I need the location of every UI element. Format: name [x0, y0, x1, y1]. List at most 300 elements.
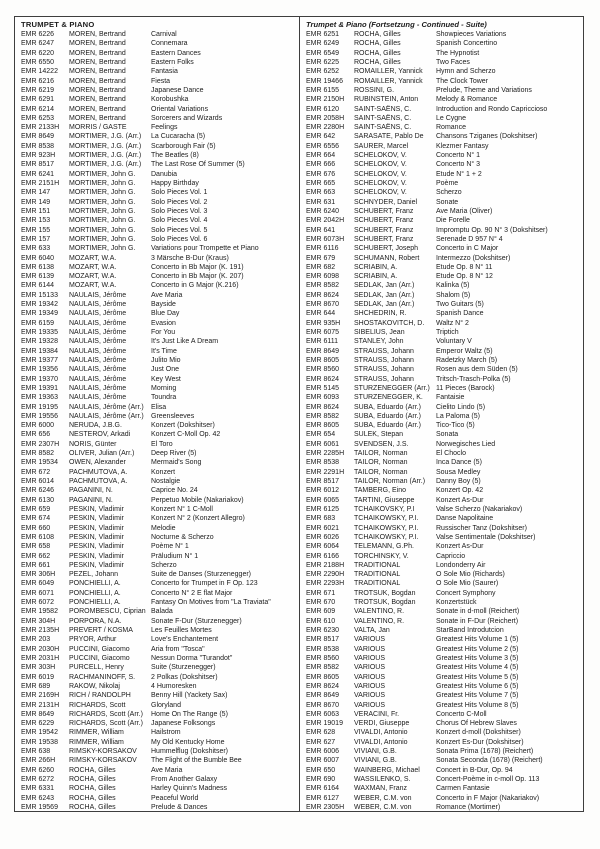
catalog-row	[15, 701, 300, 710]
piece-title: 2 Polkas (Dokshitser)	[151, 673, 218, 681]
composer-name: NAULAIS, Jérôme	[69, 356, 127, 364]
emr-number: EMR 6230	[306, 627, 340, 634]
piece-title: Inca Dance (5)	[436, 459, 482, 467]
piece-title: Balada	[151, 608, 173, 616]
piece-title: Danny Boy (5)	[436, 478, 481, 485]
emr-number: EMR 6249	[306, 40, 340, 48]
catalog-row	[15, 533, 300, 542]
catalog-row	[300, 328, 583, 337]
catalog-row	[15, 598, 300, 607]
emr-number: EMR 661	[21, 561, 51, 569]
piece-title: Carmen Fantasie	[436, 785, 490, 793]
composer-name: SUBA, Eduardo (Arr.)	[354, 403, 421, 411]
emr-number: EMR 8605	[306, 673, 340, 681]
piece-title: Valse Sentimentale (Dokshitser)	[436, 533, 536, 541]
piece-title: Toundra	[151, 394, 177, 402]
catalog-row	[300, 552, 583, 561]
catalog-row	[300, 254, 583, 263]
composer-name: SAINT-SAËNS, C.	[354, 114, 412, 122]
piece-title: Serenade D 957 N° 4	[436, 235, 503, 243]
catalog-row	[300, 598, 583, 607]
catalog-row	[300, 514, 583, 523]
piece-title: Romance (Mortimer)	[436, 803, 501, 811]
catalog-row	[15, 607, 300, 616]
composer-name: VERACINI, Fr.	[354, 710, 400, 718]
catalog-row	[15, 486, 300, 495]
emr-number: EMR 2290H	[306, 571, 345, 579]
piece-title: Concerto for Trumpet in F Op. 123	[151, 580, 258, 588]
piece-title: El Choclo	[436, 450, 466, 458]
piece-title: Home On The Range (5)	[151, 710, 228, 718]
catalog-row	[300, 440, 583, 449]
emr-number: EMR 6012	[306, 487, 340, 495]
piece-title: Deep River (5)	[151, 450, 197, 458]
emr-number: EMR 19019	[306, 720, 343, 728]
catalog-row	[300, 728, 583, 737]
composer-name: NAULAIS, Jérôme	[69, 375, 127, 383]
composer-name: MOZART, W.A.	[69, 254, 117, 262]
catalog-row	[15, 691, 300, 700]
emr-number: EMR 6252	[306, 68, 340, 76]
composer-name: PESKIN, Vladimir	[69, 543, 124, 551]
catalog-row	[300, 86, 583, 95]
emr-number: EMR 6240	[306, 207, 340, 215]
piece-title: Feelings	[151, 124, 178, 132]
emr-number: EMR 19328	[21, 338, 58, 346]
emr-number: EMR 6127	[306, 794, 340, 802]
emr-number: EMR 147	[21, 189, 51, 197]
catalog-row	[15, 458, 300, 467]
catalog-row	[15, 673, 300, 682]
composer-name: ROMAILLER, Yannick	[354, 68, 423, 76]
catalog-row	[15, 207, 300, 216]
catalog-row	[15, 67, 300, 76]
piece-title: The Clock Tower	[436, 77, 489, 85]
catalog-row	[300, 412, 583, 421]
composer-name: SEDLAK, Jan (Arr.)	[354, 291, 415, 299]
composer-name: ROCHA, Gilles	[354, 40, 401, 48]
emr-number: EMR 8605	[306, 356, 340, 364]
composer-name: PUCCINI, Giacomo	[69, 645, 130, 653]
piece-title: Konzert N° 1 C-Moll	[151, 505, 213, 513]
emr-number: EMR 2058H	[306, 114, 345, 122]
catalog-row	[15, 58, 300, 67]
left-column-rows	[15, 30, 300, 811]
catalog-row	[300, 226, 583, 235]
catalog-row	[15, 49, 300, 58]
catalog-row	[300, 561, 583, 570]
piece-title: Melodie	[151, 524, 176, 532]
composer-name: PEZEL, Johann	[69, 571, 119, 579]
piece-title: Bayside	[151, 301, 176, 309]
piece-title: Key West	[151, 375, 181, 383]
emr-number: EMR 6021	[306, 524, 340, 532]
piece-title: Spanish Concertino	[436, 40, 498, 48]
emr-number: EMR 6071	[21, 589, 55, 597]
catalog-row	[300, 272, 583, 281]
emr-number: EMR 5145	[306, 384, 340, 392]
piece-title: Le Cygne	[436, 114, 466, 122]
composer-name: SVENDSEN, J.S.	[354, 440, 409, 448]
piece-title: Gloryland	[151, 701, 181, 709]
catalog-row	[300, 30, 583, 39]
composer-name: RAKOW, Nikolaj	[69, 682, 120, 690]
composer-name: ROSSINI, G.	[354, 86, 395, 94]
piece-title: Les Feuilles Mortes	[151, 627, 212, 634]
piece-title: Fantaisie	[436, 394, 465, 402]
composer-name: SAURER, Marcel	[354, 142, 409, 150]
piece-title: Just One	[151, 366, 180, 374]
piece-title: Sonate in d-moll (Reichert)	[436, 608, 520, 616]
composer-name: SCHUMANN, Robert	[354, 254, 420, 262]
catalog-row	[15, 281, 300, 290]
composer-name: TCHAIKOWSKY, P.I.	[354, 524, 419, 532]
emr-number: EMR 8517	[306, 478, 340, 485]
emr-number: EMR 690	[306, 776, 336, 783]
emr-number: EMR 8538	[306, 645, 340, 653]
emr-number: EMR 6556	[306, 142, 340, 150]
catalog-row	[15, 347, 300, 356]
piece-title: Etude Op. 8 N° 12	[436, 273, 493, 281]
catalog-row	[300, 123, 583, 132]
piece-title: Nessun Dorma "Turandot"	[151, 654, 233, 662]
piece-title: Tritsch-Trasch-Polka (5)	[436, 375, 511, 383]
piece-title: Concert Symphony	[436, 589, 496, 597]
composer-name: OWEN, Alexander	[69, 459, 126, 467]
emr-number: EMR 2042H	[306, 217, 345, 225]
emr-number: EMR 303H	[21, 664, 56, 672]
emr-number: EMR 670	[306, 599, 336, 607]
emr-number: EMR 6272	[21, 776, 55, 783]
emr-number: EMR 671	[306, 589, 336, 597]
catalog-row	[15, 291, 300, 300]
catalog-row	[15, 589, 300, 598]
catalog-row	[15, 319, 300, 328]
catalog-row	[300, 95, 583, 104]
composer-name: PACHMUTOVA, A.	[69, 478, 128, 485]
composer-name: STRAUSS, Johann	[354, 347, 414, 355]
piece-title: Suite de Danses (Sturzenegger)	[151, 571, 251, 579]
piece-title: Fiesta	[151, 77, 171, 85]
emr-number: EMR 8649	[306, 692, 340, 700]
composer-name: PESKIN, Vladimir	[69, 533, 124, 541]
emr-number: EMR 19542	[21, 729, 58, 737]
emr-number: EMR 663	[306, 189, 336, 197]
emr-number: EMR 662	[21, 552, 51, 560]
catalog-row	[15, 719, 300, 728]
composer-name: MORTIMER, J.G. (Arr.)	[69, 142, 142, 150]
piece-title: Konzert As-Dur	[436, 543, 484, 551]
catalog-row	[15, 514, 300, 523]
piece-title: Rosen aus dem Süden (5)	[436, 366, 518, 374]
piece-title: 3 Märsche B-Dur (Kraus)	[151, 254, 229, 262]
piece-title: Ave Maria	[151, 291, 183, 299]
emr-number: EMR 638	[21, 748, 51, 756]
emr-number: EMR 610	[306, 617, 336, 625]
catalog-row	[15, 160, 300, 169]
emr-number: EMR 6243	[21, 794, 55, 802]
composer-name: PESKIN, Vladimir	[69, 552, 124, 560]
composer-name: RIMSKY-KORSAKOV	[69, 748, 137, 756]
composer-name: TAILOR, Norman	[354, 459, 408, 467]
composer-name: TCHAIKOWSKY, P.I.	[354, 533, 419, 541]
piece-title: La Cucaracha (5)	[151, 133, 206, 141]
catalog-row	[300, 710, 583, 719]
piece-title: Korobushka	[151, 96, 189, 104]
piece-title: Etude Op. 8 N° 11	[436, 263, 493, 271]
emr-number: EMR 682	[306, 263, 336, 271]
composer-name: RUBINSTEIN, Anton	[354, 96, 419, 104]
catalog-row	[300, 486, 583, 495]
piece-title: Blue Day	[151, 310, 180, 318]
piece-title: Konzert (Dokshitser)	[151, 422, 215, 430]
catalog-row	[300, 77, 583, 86]
piece-title: Valse Scherzo (Nakariakov)	[436, 505, 523, 513]
catalog-row	[15, 403, 300, 412]
piece-title: Scherzo	[151, 561, 177, 569]
catalog-row	[15, 30, 300, 39]
piece-title: Japanese Dance	[151, 86, 204, 94]
piece-title: Concerto in Bb Major (K. 191)	[151, 263, 244, 271]
emr-number: EMR 656	[21, 431, 51, 439]
piece-title: Chorus Of Hebrew Slaves	[436, 720, 517, 728]
composer-name: ROCHA, Gilles	[69, 766, 116, 774]
piece-title: El Toro	[151, 440, 173, 448]
piece-title: Julito Mio	[151, 356, 181, 364]
composer-name: NAULAIS, Jérôme	[69, 301, 127, 309]
piece-title: Sonata Seconda (1678) (Reichert)	[436, 757, 543, 765]
composer-name: POROMBESCU, Ciprian	[69, 608, 146, 616]
composer-name: NAULAIS, Jérôme	[69, 329, 127, 336]
catalog-row	[15, 179, 300, 188]
composer-name: SCRIABIN, A.	[354, 273, 398, 281]
catalog-row	[300, 365, 583, 374]
catalog-row	[300, 794, 583, 803]
piece-title: Kalinka (5)	[436, 282, 470, 290]
emr-number: EMR 2293H	[306, 580, 345, 588]
emr-number: EMR 8582	[306, 282, 340, 290]
piece-title: Introduction and Rondo Capriccioso	[436, 105, 548, 113]
piece-title: Nostalgie	[151, 478, 181, 485]
piece-title: Variations pour Trompette et Piano	[151, 245, 259, 253]
catalog-row	[300, 319, 583, 328]
catalog-row	[300, 105, 583, 114]
catalog-row	[300, 384, 583, 393]
composer-name: MOREN, Bertrand	[69, 96, 126, 104]
piece-title: Suite (Sturzenegger)	[151, 664, 216, 672]
catalog-row	[300, 207, 583, 216]
catalog-row	[15, 449, 300, 458]
composer-name: SIBELIUS, Jean	[354, 329, 405, 336]
catalog-row	[15, 430, 300, 439]
piece-title: The Flight of the Bumble Bee	[151, 757, 242, 765]
piece-title: Love's Enchantement	[151, 636, 219, 644]
composer-name: ROCHA, Gilles	[354, 49, 401, 57]
catalog-row	[15, 682, 300, 691]
emr-number: EMR 6214	[21, 105, 55, 113]
catalog-row	[300, 132, 583, 141]
composer-name: MOREN, Bertrand	[69, 68, 126, 76]
emr-number: EMR 153	[21, 217, 51, 225]
composer-name: VALENTINO, R.	[354, 617, 405, 625]
emr-number: EMR 6139	[21, 273, 55, 281]
composer-name: WAINBERG, Michael	[354, 766, 420, 774]
piece-title: Ave Maria	[151, 766, 183, 774]
composer-name: SCHELOKOV, V.	[354, 189, 407, 197]
emr-number: EMR 157	[21, 235, 51, 243]
catalog-row	[300, 142, 583, 151]
catalog-row	[15, 552, 300, 561]
emr-number: EMR 664	[306, 152, 336, 160]
emr-number: EMR 2169H	[21, 692, 60, 700]
composer-name: SCHELOKOV, V.	[354, 161, 407, 169]
piece-title: Concerto N° 1	[436, 152, 481, 160]
composer-name: SEDLAK, Jan (Arr.)	[354, 301, 415, 309]
piece-title: Japanese Folksongs	[151, 720, 216, 728]
composer-name: RIMMER, William	[69, 729, 124, 737]
emr-number: EMR 2151H	[21, 180, 60, 187]
composer-name: PESKIN, Vladimir	[69, 561, 124, 569]
catalog-row	[15, 375, 300, 384]
composer-name: VARIOUS	[354, 645, 385, 653]
piece-title: Klezmer Fantasy	[436, 142, 489, 150]
catalog-row	[300, 579, 583, 588]
emr-number: EMR 6073H	[306, 235, 345, 243]
composer-name: RIMMER, William	[69, 738, 124, 746]
emr-number: EMR 6111	[306, 338, 339, 346]
emr-number: EMR 650	[306, 766, 336, 774]
piece-title: Happy Birthday	[151, 180, 199, 187]
composer-name: TAILOR, Norman	[354, 468, 408, 476]
emr-number: EMR 8670	[306, 701, 340, 709]
catalog-row	[15, 151, 300, 160]
composer-name: MORTIMER, John G.	[69, 245, 136, 253]
piece-title: Ave Maria (Oliver)	[436, 207, 493, 215]
piece-title: Hymn and Scherzo	[436, 68, 496, 76]
piece-title: Caprice No. 24	[151, 487, 198, 495]
piece-title: Greatest Hits Volume 4 (5)	[436, 664, 519, 672]
catalog-row	[300, 114, 583, 123]
composer-name: WASSILENKO, S.	[354, 776, 411, 783]
catalog-row	[15, 784, 300, 793]
catalog-row	[15, 626, 300, 635]
catalog-row	[15, 579, 300, 588]
catalog-row	[300, 701, 583, 710]
catalog-row	[300, 170, 583, 179]
emr-number: EMR 6049	[21, 580, 55, 588]
composer-name: ROCHA, Gilles	[69, 794, 116, 802]
composer-name: TAILOR, Norman (Arr.)	[354, 478, 426, 485]
catalog-row	[300, 505, 583, 514]
piece-title: Concerto C-Moll	[436, 710, 487, 718]
emr-number: EMR 6166	[306, 552, 340, 560]
composer-name: MORTIMER, John G.	[69, 235, 136, 243]
composer-name: MOREN, Bertrand	[69, 49, 126, 57]
catalog-row	[15, 263, 300, 272]
composer-name: MORTIMER, John G.	[69, 180, 136, 187]
catalog-row	[15, 114, 300, 123]
emr-number: EMR 6291	[21, 96, 55, 104]
composer-name: STURZENEGGER (Arr.)	[354, 384, 430, 392]
composer-name: SCHELOKOV, V.	[354, 152, 407, 160]
composer-name: SCHUBERT, Franz	[354, 207, 414, 215]
emr-number: EMR 8538	[306, 459, 340, 467]
piece-title: Poème	[436, 180, 459, 187]
emr-number: EMR 8624	[306, 403, 340, 411]
composer-name: NAULAIS, Jérôme	[69, 291, 127, 299]
composer-name: MOZART, W.A.	[69, 263, 117, 271]
emr-number: EMR 19335	[21, 329, 58, 336]
catalog-row	[15, 524, 300, 533]
composer-name: TCHAIKOWSKY, P.I.	[354, 515, 419, 523]
emr-number: EMR 6226	[21, 31, 55, 38]
emr-number: EMR 19195	[21, 403, 58, 411]
emr-number: EMR 19342	[21, 301, 58, 309]
piece-title: Eastern Folks	[151, 58, 194, 66]
piece-title: The Last Rose Of Summer (5)	[151, 161, 245, 169]
emr-number: EMR 6108	[21, 533, 55, 541]
catalog-row	[300, 524, 583, 533]
emr-number: EMR 689	[21, 682, 51, 690]
composer-name: MORTIMER, J.G. (Arr.)	[69, 152, 142, 160]
catalog-row	[300, 663, 583, 672]
catalog-row	[15, 617, 300, 626]
piece-title: For You	[151, 329, 176, 336]
catalog-row	[15, 356, 300, 365]
emr-number: EMR 19391	[21, 384, 58, 392]
left-column	[15, 17, 300, 811]
piece-title: Fantasia	[151, 68, 178, 76]
piece-title: From Another Galaxy	[151, 776, 218, 783]
emr-number: EMR 6014	[21, 478, 55, 485]
emr-number: EMR 609	[306, 608, 336, 616]
catalog-row	[300, 235, 583, 244]
catalog-row	[15, 309, 300, 318]
catalog-row	[15, 477, 300, 486]
composer-name: TRADITIONAL	[354, 561, 401, 569]
piece-title: Perpetuo Mobile (Nakariakov)	[151, 496, 244, 504]
emr-number: EMR 633	[21, 245, 51, 253]
piece-title: Konzertstück	[436, 599, 477, 607]
catalog-row	[15, 188, 300, 197]
catalog-row	[15, 95, 300, 104]
composer-name: PURCELL, Henry	[69, 664, 124, 672]
catalog-row	[15, 505, 300, 514]
catalog-row	[15, 766, 300, 775]
piece-title: Concerto in G Major (K.216)	[151, 282, 239, 290]
composer-name: NAULAIS, Jérôme (Arr.)	[69, 412, 144, 420]
piece-title: Sonata	[436, 431, 459, 439]
catalog-row	[300, 347, 583, 356]
emr-number: EMR 679	[306, 254, 336, 262]
composer-name: STRAUSS, Johann	[354, 375, 414, 383]
piece-title: It's Time	[151, 347, 177, 355]
composer-name: SCHUBERT, Joseph	[354, 245, 419, 253]
piece-title: Sonata Prima (1678) (Reichert)	[436, 748, 534, 756]
piece-title: Konzert As-Dur	[436, 496, 484, 504]
emr-number: EMR 2188H	[306, 561, 345, 569]
right-column-header: Trumpet & Piano (Fortsetzung - Continued - Suite)	[306, 20, 487, 29]
emr-number: EMR 2031H	[21, 654, 60, 662]
piece-title: StarBand Introdutcion	[436, 627, 504, 634]
composer-name: PUCCINI, Giacomo	[69, 654, 130, 662]
composer-name: SCHUBERT, Franz	[354, 226, 414, 234]
composer-name: NAULAIS, Jérôme	[69, 347, 127, 355]
emr-number: EMR 8582	[306, 412, 340, 420]
composer-name: PRYOR, Arthur	[69, 636, 117, 644]
emr-number: EMR 6138	[21, 263, 55, 271]
composer-name: SCHELOKOV, V.	[354, 170, 407, 178]
